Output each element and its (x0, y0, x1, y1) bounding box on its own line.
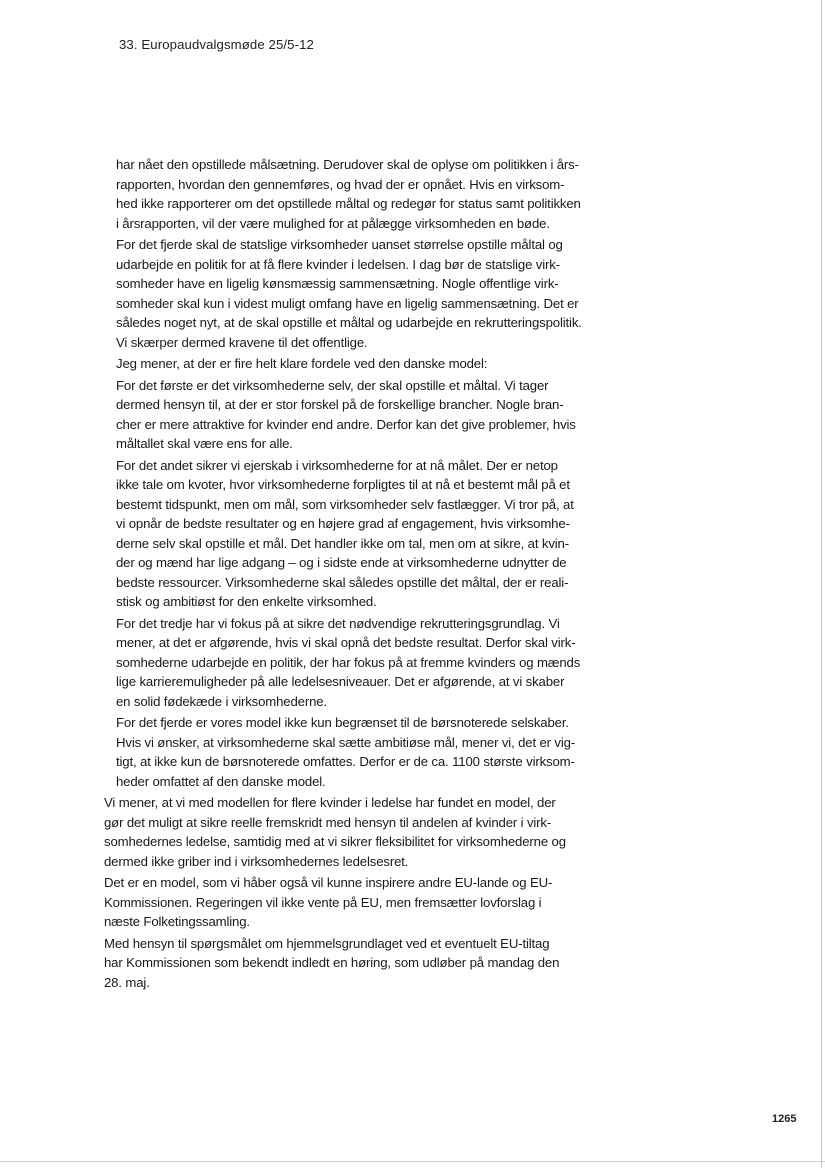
text-line: stisk og ambitiøst for den enkelte virksomhed. (116, 594, 377, 609)
page-number: 1265 (772, 1113, 797, 1125)
text-line: har Kommissionen som bekendt indledt en høring, som udløber på mandag den (104, 955, 560, 970)
paragraph (104, 235, 604, 352)
text-line: således noget nyt, at de skal opstille et måltal og udarbejde en rekrutteringspolitik. (116, 315, 582, 330)
text-line: heder omfattet af den danske model. (116, 773, 326, 789)
page-edge-right (821, 0, 822, 1168)
paragraph (104, 873, 604, 932)
text-line: somhederne udarbejde en politik, der har fokus på at fremme kvinders og mænds (116, 654, 581, 670)
text-line: bedste ressourcer. Virksomhederne skal således opstille det måltal, der er reali- (116, 574, 569, 590)
text-line: For det første er det virksomhederne selv, der skal opstille et måltal. Vi tager (116, 377, 549, 393)
text-line: måltallet skal være ens for alle. (116, 436, 293, 451)
paragraph (104, 376, 604, 454)
paragraph (104, 354, 604, 374)
text-line: Kommissionen. Regeringen vil ikke vente på EU, men fremsætter lovforslag i (104, 894, 542, 910)
text-line: 28. maj. (104, 974, 150, 990)
text-line: mener, at det er afgørende, hvis vi skal opnå det bedste resultat. Derfor skal virk- (116, 635, 576, 650)
text-line: somheder skal kun i videst muligt omfang have en ligelig sammensætning. Det er (116, 295, 579, 311)
text-line: derne selv skal opstille et mål. Det handler ikke om tal, men om at sikre, at kvin- (116, 535, 569, 551)
text-line: en solid fødekæde i virksomhederne. (116, 693, 327, 709)
text-line: cher er mere attraktive for kvinder end andre. Derfor kan det give problemer, hvis (116, 416, 576, 432)
running-header: 33. Europaudvalgsmøde 25/5-12 (119, 37, 314, 52)
text-line: udarbejde en politik for at få flere kvinder i ledelsen. I dag bør de statslige virk- (116, 256, 560, 272)
text-line: dermed hensyn til, at der er stor forskel på de forskellige brancher. Nogle bran- (116, 397, 564, 412)
paragraph (104, 155, 604, 233)
text-line: Med hensyn til spørgsmålet om hjemmelsgrundlaget ved et eventuelt EU-tiltag (104, 935, 550, 951)
text-line: dermed ikke griber ind i virksomhedernes ledelsesret. (104, 853, 409, 869)
text-line: somhedernes ledelse, samtidig med at vi sikrer fleksibilitet for virksomhederne og (104, 834, 566, 849)
text-line: Det er en model, som vi håber også vil kunne inspirere andre EU-lande og EU- (104, 875, 553, 890)
paragraph (104, 793, 604, 871)
paragraph (104, 934, 604, 993)
text-line: bestemt tidspunkt, men om mål, som virksomheder selv fastlægger. Vi tror på, at (116, 496, 574, 512)
text-line: somheder have en ligelig kønsmæssig sammensætning. Nogle offentlige virk- (116, 276, 559, 291)
text-line: tigt, at ikke kun de børsnoterede omfattes. Derfor er de ca. 1100 største virksom- (116, 754, 575, 769)
text-line: hed ikke rapporterer om det opstillede måltal og redegør for status samt politikken (116, 196, 581, 211)
paragraph (104, 614, 604, 712)
text-line: For det andet sikrer vi ejerskab i virksomhederne for at nå målet. Der er netop (116, 457, 558, 473)
text-line: For det fjerde er vores model ikke kun begrænset til de børsnoterede selskaber. (116, 715, 569, 730)
text-line: i årsrapporten, vil der være mulighed for at pålægge virksomheden en bøde. (116, 215, 550, 231)
text-line: Hvis vi ønsker, at virksomhederne skal sætte ambitiøse mål, mener vi, det er vig- (116, 734, 576, 750)
text-line: For det fjerde skal de statslige virksomheder uanset størrelse opstille måltal og (116, 237, 563, 252)
paragraph (104, 713, 604, 791)
text-line: næste Folketingssamling. (104, 914, 250, 929)
text-line: Vi mener, at vi med modellen for flere kvinder i ledelse har fundet en model, der (104, 795, 556, 810)
text-line: har nået den opstillede målsætning. Derudover skal de oplyse om politikken i års- (116, 157, 579, 172)
text-line: ikke tale om kvoter, hvor virksomhederne forpligtes til at nå et bestemt mål på et (116, 477, 570, 492)
text-line: rapporten, hvordan den gennemføres, og hvad der er opnået. Hvis en virksom- (116, 176, 565, 192)
text-line: gør det muligt at sikre reelle fremskridt med hensyn til andelen af kvinder i virk- (104, 814, 552, 830)
text-line: lige karrieremuligheder på alle ledelsesniveauer. Det er afgørende, at vi skaber (116, 674, 565, 689)
body-text (104, 155, 604, 994)
text-line: Jeg mener, at der er fire helt klare fordele ved den danske model: (116, 356, 488, 371)
page-edge-bottom (0, 1161, 825, 1162)
text-line: vi opnår de bedste resultater og en højere grad af engagement, hvis virksomhe- (116, 516, 570, 531)
paragraph (104, 456, 604, 612)
text-line: For det tredje har vi fokus på at sikre det nødvendige rekrutteringsgrundlag. Vi (116, 615, 560, 631)
text-line: Vi skærper dermed kravene til det offentlige. (116, 334, 368, 350)
text-line: der og mænd har lige adgang – og i sidste ende at virksomhederne udnytter de (116, 555, 567, 570)
